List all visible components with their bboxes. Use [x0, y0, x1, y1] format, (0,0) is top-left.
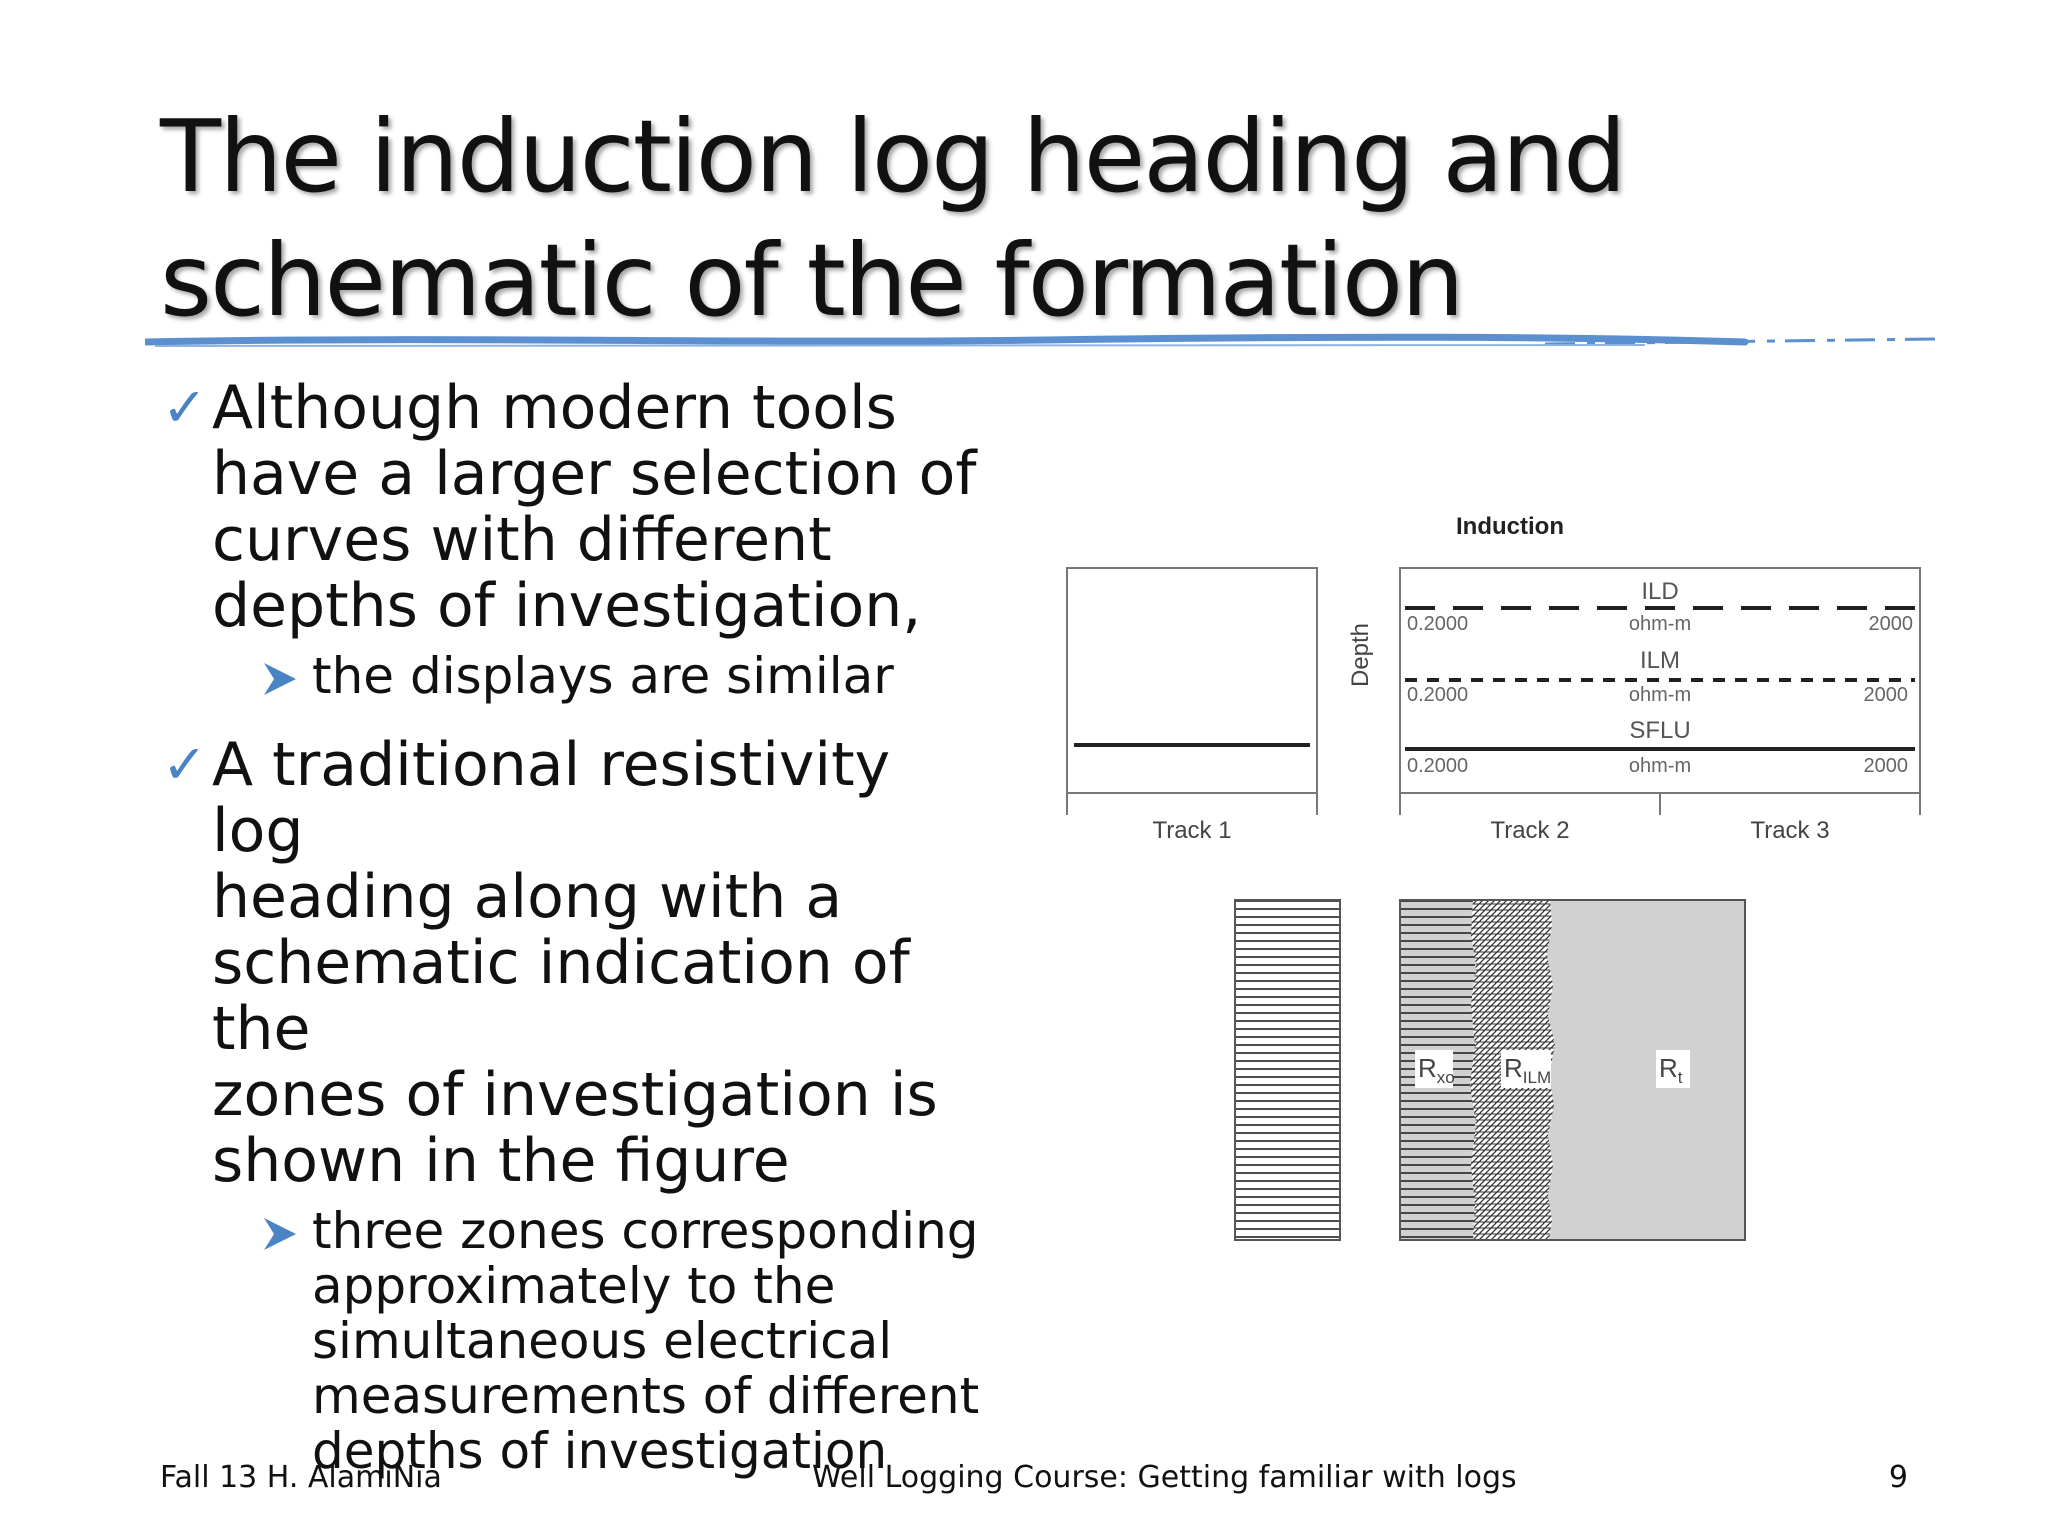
figure-heading: Induction	[1456, 513, 1564, 540]
title-underline	[145, 330, 1935, 354]
slide-title	[160, 95, 1960, 343]
check-mark-icon: ✓	[162, 376, 208, 439]
svg-text:RILM: $R_{ILM}$	[1504, 1053, 1552, 1087]
slide-title-line-2: schematic of the formation	[160, 222, 1463, 339]
slide-title-line-1: The induction log heading and	[160, 98, 1625, 215]
depth-label: Depth	[1347, 622, 1374, 688]
bullet-2-line: A traditional resistivity log	[212, 730, 891, 866]
sub-bullet-2-line: three zones corresponding	[312, 1202, 979, 1260]
sflu-max-value: 2000	[1863, 755, 1908, 777]
page-number: 9	[1888, 1460, 1908, 1495]
ild-min-value: 0.2000	[1407, 613, 1469, 635]
induction-log-figure	[1050, 505, 1930, 1265]
ilm-min-value: 0.2000	[1407, 684, 1469, 706]
ilm-curve-name: ILM	[1639, 647, 1681, 674]
arrow-head-icon	[260, 1214, 300, 1254]
bullet-2-line: shown in the figure	[212, 1126, 790, 1196]
bullet-item-1	[160, 375, 1000, 639]
bullet-item-2	[160, 732, 1000, 1194]
bullet-2-line: heading along with a	[212, 862, 843, 932]
footer-author: Fall 13 H. AlamiNia	[160, 1460, 442, 1495]
sflu-curve-name: SFLU	[1629, 717, 1691, 744]
sflu-min-value: 0.2000	[1407, 755, 1469, 777]
footer-course-title: Well Logging Course: Getting familiar with logs	[812, 1460, 1517, 1495]
bullet-list	[160, 375, 1000, 1479]
sub-bullet-1-line: the displays are similar	[312, 647, 894, 705]
sub-bullet-item-1	[260, 649, 1000, 704]
ild-max-value: 2000	[1868, 613, 1913, 635]
ilm-unit: ohm-m	[1628, 684, 1692, 706]
bullet-1-line: depths of investigation,	[212, 571, 922, 641]
check-mark-icon: ✓	[162, 733, 208, 796]
rt-zone-label	[1656, 1050, 1690, 1088]
sub-bullet-2-line: measurements of different	[312, 1367, 980, 1425]
svg-text:Rt: $R_t$	[1659, 1053, 1683, 1087]
arrow-head-icon	[260, 659, 300, 699]
track-2-label: Track 2	[1490, 817, 1570, 844]
ild-unit: ohm-m	[1628, 613, 1692, 635]
rxo-zone-label	[1415, 1050, 1455, 1088]
borehole-column	[1235, 900, 1340, 1240]
track-3-label: Track 3	[1750, 817, 1830, 844]
sub-bullet-item-2	[260, 1204, 1000, 1479]
ilm-max-value: 2000	[1863, 684, 1908, 706]
track-1-label: Track 1	[1152, 817, 1232, 844]
svg-text:Rxo: $R_{xo}$	[1418, 1053, 1455, 1087]
bullet-2-line: zones of investigation is	[212, 1060, 938, 1130]
bullet-1-line: Although modern tools	[212, 373, 897, 443]
bullet-2-line: schematic indication of the	[212, 928, 910, 1064]
sub-bullet-2-line: simultaneous electrical	[312, 1312, 893, 1370]
rilm-zone-label	[1501, 1050, 1551, 1088]
sub-bullet-2-line: approximately to the	[312, 1257, 836, 1315]
sub-bullet-2-line: depths of investigation	[312, 1422, 888, 1480]
sflu-unit: ohm-m	[1628, 755, 1692, 777]
bullet-1-line: curves with different	[212, 505, 832, 575]
ild-curve-name: ILD	[1641, 578, 1679, 605]
bullet-1-line: have a larger selection of	[212, 439, 977, 509]
